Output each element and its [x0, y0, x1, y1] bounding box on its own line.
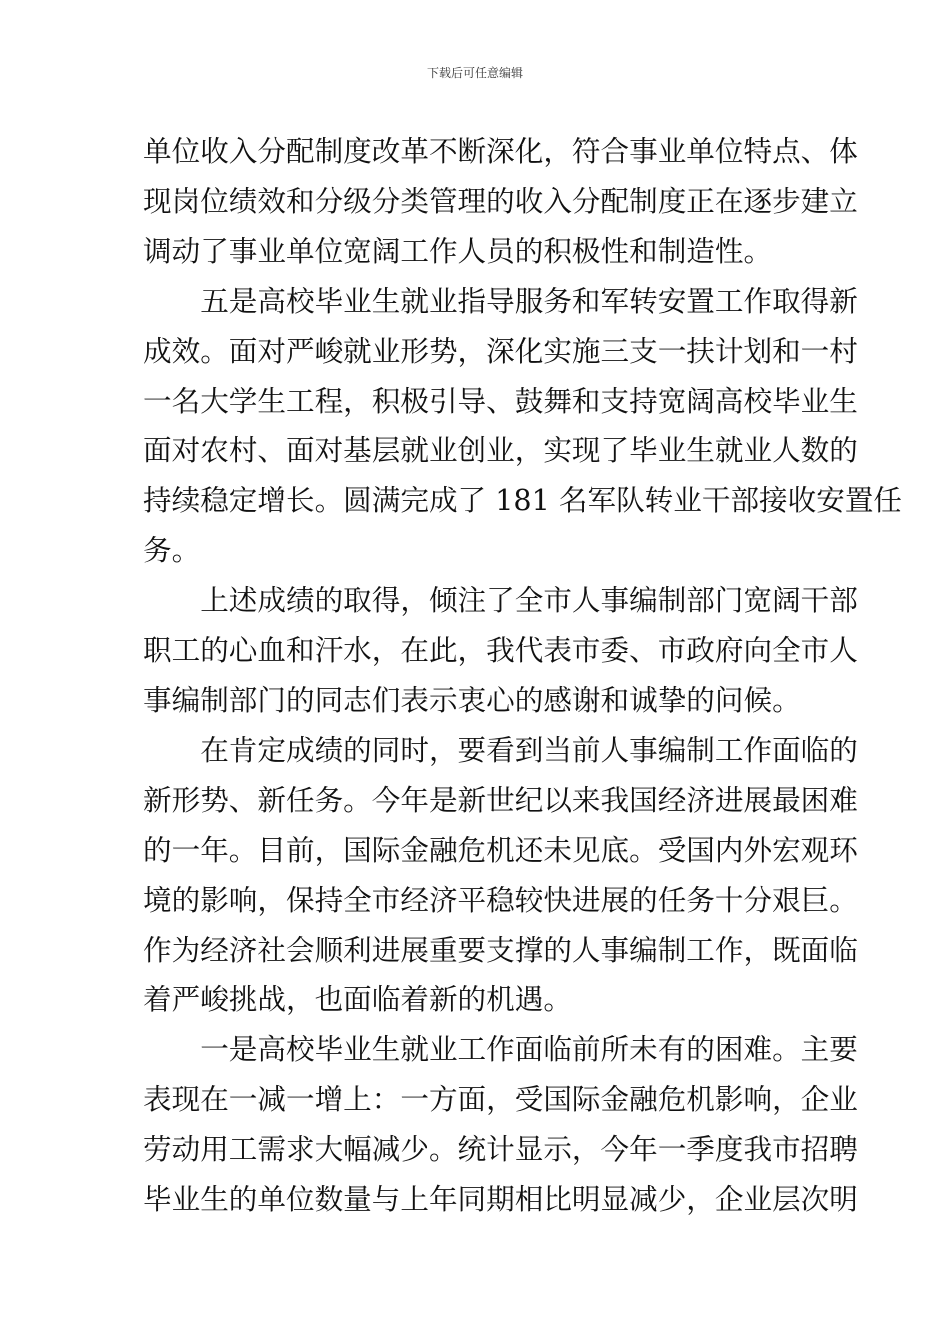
- text-line: 作为经济社会顺利进展重要支撑的人事编制工作，既面临: [143, 932, 858, 967]
- text-line: 单位收入分配制度改革不断深化，符合事业单位特点、体: [143, 134, 858, 168]
- text-line: 上述成绩的取得，倾注了全市人事编制部门宽阔干部: [200, 583, 858, 618]
- text-line: 新形势、新任务。今年是新世纪以来我国经济进展最困难: [143, 782, 858, 817]
- text-line: 在肯定成绩的同时，要看到当前人事编制工作面临的: [200, 732, 858, 767]
- text-line: 事编制部门的同志们表示衷心的感谢和诚挚的问候。: [143, 682, 801, 717]
- text-line: 持续稳定增长。圆满完成了 181 名军队转业干部接收安置任: [143, 483, 903, 518]
- text-line: 一是高校毕业生就业工作面临前所未有的困难。主要: [200, 1032, 858, 1067]
- text-line: 境的影响，保持全市经济平稳较快进展的任务十分艰巨。: [143, 882, 858, 917]
- paragraph: [143, 1025, 858, 1225]
- paragraph: [143, 726, 858, 1025]
- text-line: 务。: [143, 533, 201, 568]
- text-line: 劳动用工需求大幅减少。统计显示，今年一季度我市招聘: [143, 1132, 858, 1167]
- text-line: 表现在一减一增上：一方面，受国际金融危机影响，企业: [143, 1082, 858, 1117]
- text-line: 调动了事业单位宽阔工作人员的积极性和制造性。: [143, 233, 773, 268]
- text-line: 着严峻挑战，也面临着新的机遇。: [143, 982, 572, 1017]
- text-line: 五是高校毕业生就业指导服务和军转安置工作取得新: [200, 283, 858, 318]
- paragraph: [143, 127, 858, 277]
- text-line: 面对农村、面对基层就业创业，实现了毕业生就业人数的: [143, 433, 858, 468]
- text-line: 职工的心血和汗水，在此，我代表市委、市政府向全市人: [143, 633, 858, 668]
- text-line: 的一年。目前，国际金融危机还未见底。受国内外宏观环: [143, 832, 858, 867]
- paragraph: [143, 277, 903, 576]
- text-line: 毕业生的单位数量与上年同期相比明显减少，企业层次明: [143, 1182, 858, 1217]
- page-header: 下载后可任意编辑: [426, 66, 523, 80]
- text-line: 一名大学生工程，积极引导、鼓舞和支持宽阔高校毕业生: [143, 383, 858, 418]
- paragraph: [143, 576, 858, 726]
- text-line: 成效。面对严峻就业形势，深化实施三支一扶计划和一村: [143, 333, 858, 368]
- document-body: [143, 127, 903, 1225]
- text-line: 现岗位绩效和分级分类管理的收入分配制度正在逐步建立: [143, 183, 858, 218]
